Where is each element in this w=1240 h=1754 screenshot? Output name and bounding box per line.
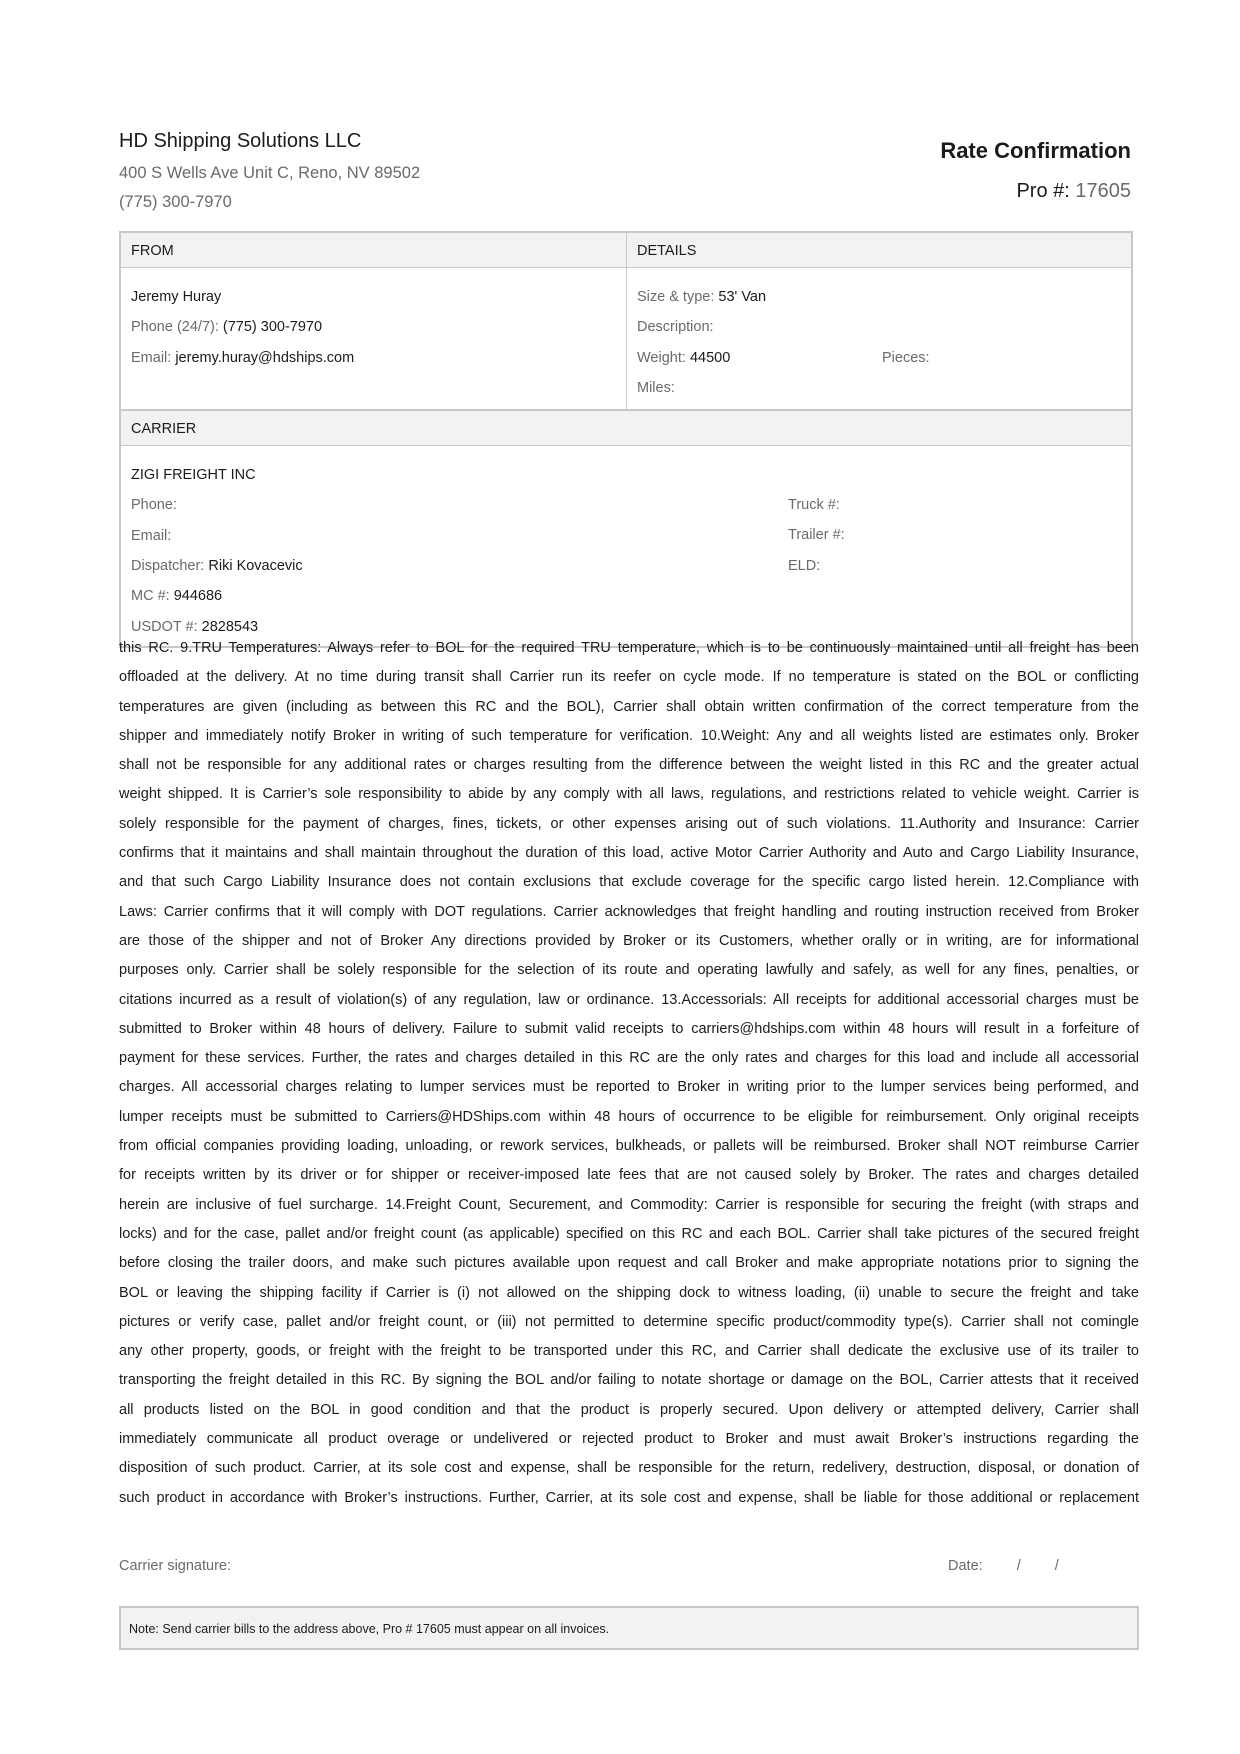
terms-line: for receipts written by its driver or for shipper or receiver-imposed late fees that are not caused solely by Broker. The rates and charges detailed (119, 1167, 1139, 1184)
terms-line: Laws: Carrier confirms that it will comply with DOT regulations. Carrier acknowledges that freight handling and routing instruction received from Broker (119, 903, 1139, 920)
from-email-value: jeremy.huray@hdships.com (175, 349, 355, 366)
terms-line: shall not be responsible for any additional rates or charges resulting from the difference between the weight listed in this RC and the greater actual (119, 757, 1139, 774)
carrier-dispatcher (131, 551, 1121, 581)
terms-line: all products listed on the BOL in good condition and that the product is properly secured. Upon delivery or attempted delivery, Carrier shall (119, 1401, 1139, 1418)
terms-line: offloaded at the delivery. At no time during transit shall Carrier run its reefer on cycle mode. If no temperature is stated on the BOL or conflicting (119, 669, 1139, 686)
date-separator-1: / (1016, 1558, 1021, 1574)
terms-line: transporting the freight detailed in this RC. By signing the BOL and/or failing to notate shortage or damage on the BOL, Carrier attests that it received (119, 1372, 1139, 1389)
miles-label: Miles: (637, 379, 675, 396)
terms-line: lumper receipts must be submitted to Carriers@HDShips.com within 48 hours of occurrence to be eligible for reimbursement. Only original receipts (119, 1108, 1139, 1125)
from-section (121, 233, 626, 409)
terms-line: such product in accordance with Broker’s instructions. Further, Carrier, at its sole cost and expense, shall be liable for those additional or replacement (119, 1489, 1139, 1506)
from-email-label: Email: (131, 349, 172, 366)
mc-value: 944686 (173, 588, 223, 605)
details-size (637, 282, 1121, 312)
terms-line: from official companies providing loading, unloading, or rework services, bulkheads, or pallets will be reimbursed. Broker shall NOT reimburse Carrier (119, 1138, 1139, 1155)
size-value: 53' Van (718, 289, 767, 305)
terms-line: shipper and immediately notify Broker in writing of such temperature for verification. 10.Weight: Any and all weights listed are estimates only. Broker (119, 727, 1139, 744)
terms-line: locks) and for the case, pallet and/or freight count (as applicable) specified on this RC and each BOL. Carrier shall take pictures of the secured freight (119, 1225, 1139, 1242)
truck-label: Truck #: (788, 497, 840, 514)
from-details-row (121, 233, 1131, 411)
from-name: Jeremy Huray (131, 289, 222, 305)
invoice-note: Note: Send carrier bills to the address above, Pro # 17605 must appear on all invoices. (119, 1606, 1139, 1650)
pro-number (1016, 180, 1131, 203)
carrier-name: ZIGI FREIGHT INC (131, 467, 256, 484)
pro-label: Pro #: (1016, 180, 1070, 202)
info-box (119, 231, 1133, 648)
terms-line: purposes only. Carrier shall be solely responsible for the selection of its route and operating lawfully and safely, as well for any fines, penalties, or (119, 962, 1139, 979)
carrier-equipment (788, 490, 845, 581)
document-header (119, 0, 1131, 232)
details-heading: DETAILS (627, 233, 1131, 268)
signature-date (948, 1558, 1059, 1574)
pro-value: 17605 (1075, 180, 1131, 202)
carrier-heading: CARRIER (121, 411, 1131, 446)
terms-line: submitted to Broker within 48 hours of delivery. Failure to submit valid receipts to carriers@hdships.com within 48 hours will result in a forfeiture of (119, 1020, 1139, 1037)
terms-line: solely responsible for the payment of charges, fines, tickets, or other expenses arising out of such violations. 11.Authority and Insurance: Carrier (119, 815, 1139, 832)
usdot-label: USDOT #: (131, 618, 198, 635)
carrier-signature-label: Carrier signature: (119, 1558, 232, 1574)
terms-line: charges. All accessorial charges relating to lumper services must be reported to Broker in writing prior to the lumper services being performed, and (119, 1079, 1139, 1096)
terms-line: any other property, goods, or freight with the freight to be transported under this RC, and Carrier shall dedicate the exclusive use of its trailer to (119, 1343, 1139, 1360)
carrier-email-label: Email: (131, 527, 172, 544)
carrier-phone-label: Phone: (131, 497, 177, 514)
rate-confirmation-page (119, 0, 1139, 1636)
dispatcher-value: Riki Kovacevic (208, 558, 303, 575)
terms-line: before closing the trailer doors, and make such pictures available upon request and call Broker and make appropriate notations prior to signing the (119, 1255, 1139, 1272)
from-heading: FROM (121, 233, 626, 268)
document-title: Rate Confirmation (940, 138, 1131, 163)
details-section (626, 233, 1131, 409)
from-phone-label: Phone (24/7): (131, 319, 219, 336)
from-phone (131, 312, 616, 342)
date-separator-2: / (1054, 1558, 1059, 1574)
mc-label: MC #: (131, 588, 170, 605)
trailer-label: Trailer #: (788, 527, 845, 544)
usdot-value: 2828543 (201, 618, 259, 635)
terms-line: herein are inclusive of fuel surcharge. 14.Freight Count, Securement, and Commodity: Carrier is responsible for securing the freight (with straps and (119, 1196, 1139, 1213)
size-label: Size & type: (637, 289, 715, 305)
terms-line: and that such Cargo Liability Insurance does not contain exclusions that exclude coverage for the specific cargo listed herein. 12.Compliance with (119, 874, 1139, 891)
terms-text (119, 634, 1139, 1513)
terms-line: confirms that it maintains and shall maintain throughout the duration of this load, active Motor Carrier Authority and Auto and Cargo Liability Insurance, (119, 845, 1139, 862)
company-phone: (775) 300-7970 (119, 193, 232, 211)
terms-line: payment for these services. Further, the rates and charges detailed in this RC are the only rates and charges for this load and include all accessorial (119, 1050, 1139, 1067)
company-name: HD Shipping Solutions LLC (119, 130, 362, 152)
eld-label: ELD: (788, 557, 821, 574)
company-address: 400 S Wells Ave Unit C, Reno, NV 89502 (119, 164, 421, 182)
terms-line: disposition of such product. Carrier, at its sole cost and expense, shall be responsible for the return, redelivery, destruction, disposal, or donation of (119, 1460, 1139, 1477)
terms-line: BOL or leaving the shipping facility if Carrier is (i) not allowed on the shipping dock to witness loading, (ii) unable to secure the freight and take (119, 1284, 1139, 1301)
dispatcher-label: Dispatcher: (131, 558, 205, 575)
weight-label: Weight: (637, 349, 686, 366)
description-label: Description: (637, 319, 714, 336)
weight-value: 44500 (689, 349, 731, 366)
terms-line: temperatures are given (including as between this RC and the BOL), Carrier shall obtain written confirmation of the correct temperature from the (119, 698, 1139, 715)
carrier-mc (131, 581, 1121, 611)
terms-line: this RC. 9.TRU Temperatures: Always refer to BOL for the required TRU temperature, which is to be continuously maintained until all freight has been (119, 640, 1139, 656)
from-email (131, 343, 616, 373)
details-weight (637, 343, 1121, 373)
terms-line: are those of the shipper and not of Broker Any directions provided by Broker or its Customers, whether orally or in writing, are for informational (119, 932, 1139, 949)
terms-line: pictures or verify case, pallet and/or freight count, or (iii) not permitted to determine specific product/commodity type(s). Carrier shall not comingle (119, 1313, 1139, 1330)
terms-line: immediately communicate all product overage or undelivered or rejected product to Broker and must await Broker’s instructions regarding the (119, 1431, 1139, 1448)
terms-line: citations incurred as a result of violation(s) of any regulation, law or ordinance. 13.Accessorials: All receipts for additional accessorial charges must be (119, 991, 1139, 1008)
from-phone-value: (775) 300-7970 (222, 319, 323, 336)
carrier-section (121, 411, 1131, 646)
terms-line: weight shipped. It is Carrier’s sole responsibility to abide by any comply with all laws, regulations, and restrictions related to vehicle weight. Carrier is (119, 786, 1139, 803)
pieces-label: Pieces: (882, 349, 930, 366)
date-label: Date: (948, 1558, 983, 1574)
